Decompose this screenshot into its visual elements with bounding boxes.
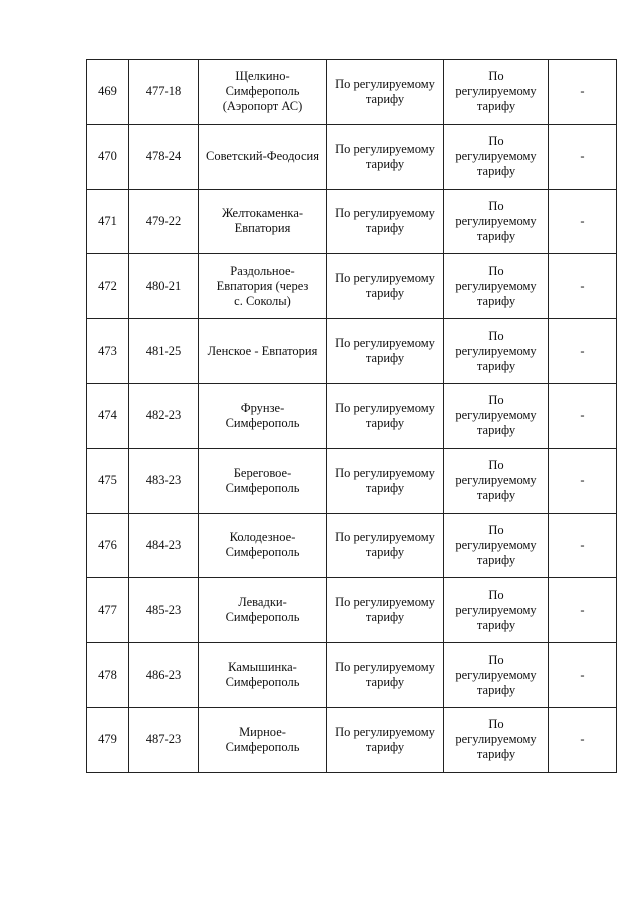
extra-cell: -	[549, 448, 617, 513]
route-name-cell-line: Советский-Феодосия	[206, 149, 319, 164]
extra-cell: -	[549, 578, 617, 643]
tariff-cell-line: По регулируемому	[335, 76, 435, 91]
route-name-cell	[199, 383, 327, 448]
tariff-alt-cell-line: По	[488, 587, 504, 602]
route-name-cell-line: Симферополь	[225, 415, 300, 430]
table-row	[87, 707, 617, 772]
table-row	[87, 448, 617, 513]
table-row	[87, 643, 617, 708]
row-number-cell: 469	[87, 60, 129, 125]
tariff-cell-line: По регулируемому	[335, 530, 435, 545]
table-row	[87, 254, 617, 319]
route-code-cell: 482-23	[129, 383, 199, 448]
tariff-cell-line: тарифу	[365, 415, 405, 430]
route-name-cell	[199, 319, 327, 384]
route-name-cell	[199, 707, 327, 772]
route-name-cell-line: Левадки-	[238, 595, 287, 610]
tariff-cell	[327, 643, 444, 708]
route-name-cell	[199, 578, 327, 643]
row-number-cell: 476	[87, 513, 129, 578]
route-name-cell-line: Желтокаменка-	[221, 206, 304, 221]
route-name-cell	[199, 254, 327, 319]
route-name-cell-line: Симферополь	[225, 545, 300, 560]
tariff-alt-cell-line: тарифу	[476, 164, 516, 179]
tariff-alt-cell	[444, 254, 549, 319]
tariff-cell	[327, 448, 444, 513]
route-name-cell	[199, 189, 327, 254]
row-number-cell: 477	[87, 578, 129, 643]
tariff-cell-line: тарифу	[365, 480, 405, 495]
route-code-cell: 485-23	[129, 578, 199, 643]
route-name-cell-line: Евпатория	[234, 221, 291, 236]
tariff-cell	[327, 319, 444, 384]
tariff-alt-cell-line: регулируемому	[455, 84, 537, 99]
tariff-alt-cell-line: По	[488, 652, 504, 667]
tariff-alt-cell-line: регулируемому	[455, 602, 537, 617]
row-number-cell: 471	[87, 189, 129, 254]
tariff-alt-cell	[444, 448, 549, 513]
table-row	[87, 578, 617, 643]
tariff-alt-cell-line: регулируемому	[455, 408, 537, 423]
table-row	[87, 383, 617, 448]
route-name-cell	[199, 124, 327, 189]
tariff-alt-cell-line: регулируемому	[455, 473, 537, 488]
route-name-cell-line: Раздольное-	[230, 263, 295, 278]
tariff-alt-cell-line: По	[488, 263, 504, 278]
row-number-cell: 470	[87, 124, 129, 189]
route-name-cell-line: Береговое-	[233, 465, 292, 480]
table-row	[87, 189, 617, 254]
route-name-cell	[199, 643, 327, 708]
tariff-alt-cell	[444, 189, 549, 254]
extra-cell: -	[549, 383, 617, 448]
routes-table	[86, 59, 617, 773]
extra-cell: -	[549, 189, 617, 254]
tariff-alt-cell-line: тарифу	[476, 682, 516, 697]
tariff-alt-cell	[444, 60, 549, 125]
extra-cell: -	[549, 513, 617, 578]
tariff-alt-cell	[444, 124, 549, 189]
tariff-alt-cell	[444, 513, 549, 578]
route-name-cell-line: Щелкино-	[235, 69, 290, 84]
tariff-cell-line: По регулируемому	[335, 336, 435, 351]
tariff-cell-line: тарифу	[365, 221, 405, 236]
route-name-cell-line: Колодезное-	[229, 530, 296, 545]
tariff-cell-line: тарифу	[365, 739, 405, 754]
extra-cell: -	[549, 707, 617, 772]
table-row	[87, 319, 617, 384]
route-name-cell	[199, 60, 327, 125]
tariff-alt-cell	[444, 707, 549, 772]
extra-cell: -	[549, 319, 617, 384]
route-code-cell: 486-23	[129, 643, 199, 708]
tariff-alt-cell-line: По	[488, 198, 504, 213]
route-name-cell-line: Евпатория (через	[216, 278, 309, 293]
tariff-alt-cell-line: регулируемому	[455, 667, 537, 682]
route-name-cell-line: Симферополь	[225, 739, 300, 754]
routes-table-body	[87, 60, 617, 773]
tariff-cell-line: По регулируемому	[335, 724, 435, 739]
tariff-cell	[327, 189, 444, 254]
tariff-alt-cell-line: тарифу	[476, 99, 516, 114]
tariff-alt-cell-line: По	[488, 717, 504, 732]
route-name-cell-line: Ленское - Евпатория	[207, 343, 318, 358]
tariff-alt-cell-line: тарифу	[476, 228, 516, 243]
tariff-alt-cell-line: регулируемому	[455, 343, 537, 358]
tariff-cell	[327, 60, 444, 125]
tariff-cell-line: тарифу	[365, 675, 405, 690]
tariff-cell-line: По регулируемому	[335, 595, 435, 610]
route-name-cell-line: Фрунзе-	[240, 400, 285, 415]
tariff-cell-line: тарифу	[365, 351, 405, 366]
route-name-cell-line: (Аэропорт АС)	[222, 99, 303, 114]
tariff-alt-cell	[444, 383, 549, 448]
route-code-cell: 487-23	[129, 707, 199, 772]
route-name-cell-line: Симферополь	[225, 610, 300, 625]
row-number-cell: 473	[87, 319, 129, 384]
extra-cell: -	[549, 60, 617, 125]
route-code-cell: 480-21	[129, 254, 199, 319]
row-number-cell: 474	[87, 383, 129, 448]
tariff-alt-cell-line: тарифу	[476, 358, 516, 373]
tariff-alt-cell-line: тарифу	[476, 423, 516, 438]
tariff-cell-line: По регулируемому	[335, 271, 435, 286]
row-number-cell: 475	[87, 448, 129, 513]
tariff-alt-cell-line: По	[488, 393, 504, 408]
route-code-cell: 481-25	[129, 319, 199, 384]
route-name-cell	[199, 513, 327, 578]
row-number-cell: 472	[87, 254, 129, 319]
tariff-alt-cell	[444, 643, 549, 708]
tariff-alt-cell-line: По	[488, 134, 504, 149]
tariff-alt-cell-line: тарифу	[476, 552, 516, 567]
tariff-alt-cell-line: регулируемому	[455, 732, 537, 747]
tariff-cell-line: тарифу	[365, 545, 405, 560]
table-row	[87, 513, 617, 578]
tariff-alt-cell-line: По	[488, 458, 504, 473]
table-row	[87, 60, 617, 125]
tariff-alt-cell-line: регулируемому	[455, 537, 537, 552]
row-number-cell: 478	[87, 643, 129, 708]
route-name-cell-line: Симферополь	[225, 84, 300, 99]
tariff-cell-line: тарифу	[365, 91, 405, 106]
tariff-alt-cell-line: По	[488, 69, 504, 84]
route-name-cell-line: Камышинка-	[228, 660, 297, 675]
tariff-cell-line: тарифу	[365, 156, 405, 171]
route-code-cell: 478-24	[129, 124, 199, 189]
extra-cell: -	[549, 124, 617, 189]
tariff-alt-cell-line: тарифу	[476, 747, 516, 762]
tariff-alt-cell-line: По	[488, 522, 504, 537]
tariff-alt-cell-line: тарифу	[476, 293, 516, 308]
route-name-cell-line: Мирное-	[239, 724, 286, 739]
table-row	[87, 124, 617, 189]
tariff-alt-cell	[444, 319, 549, 384]
tariff-cell-line: По регулируемому	[335, 660, 435, 675]
tariff-cell	[327, 707, 444, 772]
tariff-cell	[327, 513, 444, 578]
tariff-alt-cell-line: регулируемому	[455, 149, 537, 164]
tariff-cell	[327, 124, 444, 189]
tariff-cell-line: По регулируемому	[335, 400, 435, 415]
tariff-cell	[327, 254, 444, 319]
route-name-cell-line: с. Соколы)	[234, 293, 291, 308]
tariff-cell-line: тарифу	[365, 610, 405, 625]
tariff-cell	[327, 383, 444, 448]
tariff-cell	[327, 578, 444, 643]
row-number-cell: 479	[87, 707, 129, 772]
route-code-cell: 477-18	[129, 60, 199, 125]
route-code-cell: 479-22	[129, 189, 199, 254]
tariff-cell-line: По регулируемому	[335, 141, 435, 156]
route-name-cell-line: Симферополь	[225, 675, 300, 690]
route-code-cell: 483-23	[129, 448, 199, 513]
extra-cell: -	[549, 254, 617, 319]
route-name-cell	[199, 448, 327, 513]
tariff-alt-cell-line: тарифу	[476, 488, 516, 503]
route-name-cell-line: Симферополь	[225, 480, 300, 495]
tariff-alt-cell-line: регулируемому	[455, 213, 537, 228]
route-code-cell: 484-23	[129, 513, 199, 578]
tariff-alt-cell-line: тарифу	[476, 617, 516, 632]
tariff-cell-line: По регулируемому	[335, 465, 435, 480]
tariff-cell-line: тарифу	[365, 286, 405, 301]
extra-cell: -	[549, 643, 617, 708]
tariff-cell-line: По регулируемому	[335, 206, 435, 221]
tariff-alt-cell	[444, 578, 549, 643]
tariff-alt-cell-line: регулируемому	[455, 278, 537, 293]
tariff-alt-cell-line: По	[488, 328, 504, 343]
